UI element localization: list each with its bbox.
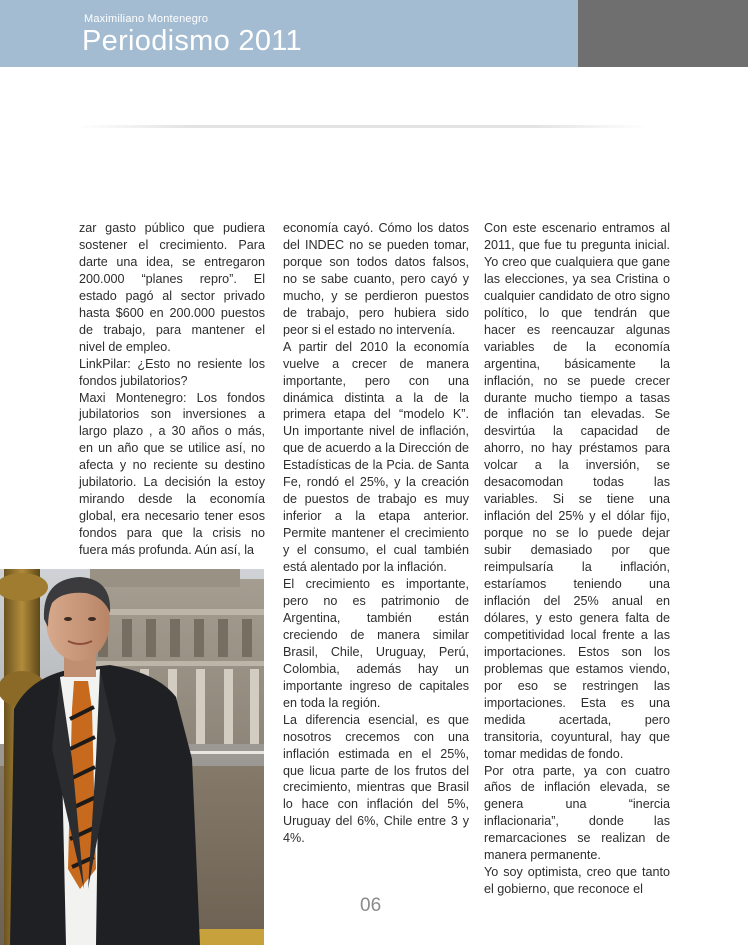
paragraph: La diferencia esencial, es que nosotros crecemos con una inflación estimada en el 25%, que licua parte de los frutos del crecimiento, mientras que Brasil lo hace con inflación del 5%, Uruguay del 6%, Chile entre 3 y 4%. xyxy=(283,712,469,846)
author-name: Maximiliano Montenegro xyxy=(84,13,209,25)
page-number: 06 xyxy=(360,895,382,916)
paragraph: A partir del 2010 la economía vuelve a crecer de manera importante, pero con una dinámica distinta a la de la primera etapa del “modelo K”. Un importante nivel de inflación, que de acuerdo a la Dirección de Estadísticas de la Pcia. de Santa Fe, rondó el 25%, y la creación de puestos de trabajo es muy inferior a la etapa anterior. Permite mantener el crecimiento y el consumo, el cual también está alentado por la inflación. xyxy=(283,339,469,575)
portrait-photo xyxy=(0,569,264,945)
paragraph: zar gasto público que pudiera sostener el crecimiento. Para darte una idea, se entregaron 200.000 “planes repro”. El estado pagó al sector privado hasta $600 en 200.000 puestos de trabajo, para mantener el nivel de empleo. xyxy=(79,221,265,354)
paragraph: Con este escenario entramos al 2011, que fue tu pregunta inicial. Yo creo que cualquiera que gane las elecciones, ya sea Cristina o cualquier candidato de otro signo político, lo que tendrán que hacer es reencauzar algunas variables de la economía argentina, básicamente la inflación, no se puede crecer durante mucho tiempo a tasas de inflación tan elevadas. Se desvirtúa la capacidad de ahorro, no hay préstamos para volcar a la inversión, se desacomodan todas las variables. Si se tiene una inflación del 25% y el dólar fijo, porque no se lo puede dejar subir demasiado por que reimpulsaría la inflación, estaríamos teniendo una inflación del 25% anual en dólares, y esto genera falta de competitividad local frente a las importaciones. Estos son los problemas que estamos viendo, por eso se restringen las importaciones. Esta es una medida acertada, pero transitoria, coyuntural, hay que tomar medidas de fondo. xyxy=(484,221,670,761)
separator-rule xyxy=(76,125,648,128)
paragraph: LinkPilar: ¿Esto no resiente los fondos jubilatorios? xyxy=(79,356,265,388)
paragraph: Yo soy optimista, creo que tanto el gobierno, que reconoce el xyxy=(484,865,670,897)
paragraph: Por otra parte, ya con cuatro años de inflación elevada, se genera una “inercia inflacionaria”, donde las remarcaciones se realizan de manera permanente. xyxy=(484,763,670,863)
header-gray-block xyxy=(578,0,748,67)
paragraph: Maxi Montenegro: Los fondos jubilatorios son inversiones a largo plazo , a 30 años o más, en un año que se utilice así, no afecta y no reciente su destino jubilatorio. La decisión la estoy mirando desde la economía global, era necesario tener esos fondos para que la crisis no fuera más profunda. Aún así, la xyxy=(79,390,265,558)
paragraph: El crecimiento es importante, pero no es patrimonio de Argentina, también están creciendo de manera similar Brasil, Chile, Uruguay, Perú, Colombia, además hay un importante ingreso de capitales en toda la región. xyxy=(283,577,469,710)
text-column-3 xyxy=(484,220,670,898)
text-column-2 xyxy=(283,220,469,847)
publication-title: Periodismo 2011 xyxy=(82,25,302,57)
text-column-1 xyxy=(79,220,265,559)
paragraph: economía cayó. Cómo los datos del INDEC no se pueden tomar, porque son todos datos falsos, no se sabe cuanto, pero cayó y mucho, y se perdieron puestos de trabajo, pero hubiera sido peor si el estado no intervenía. xyxy=(283,221,469,337)
